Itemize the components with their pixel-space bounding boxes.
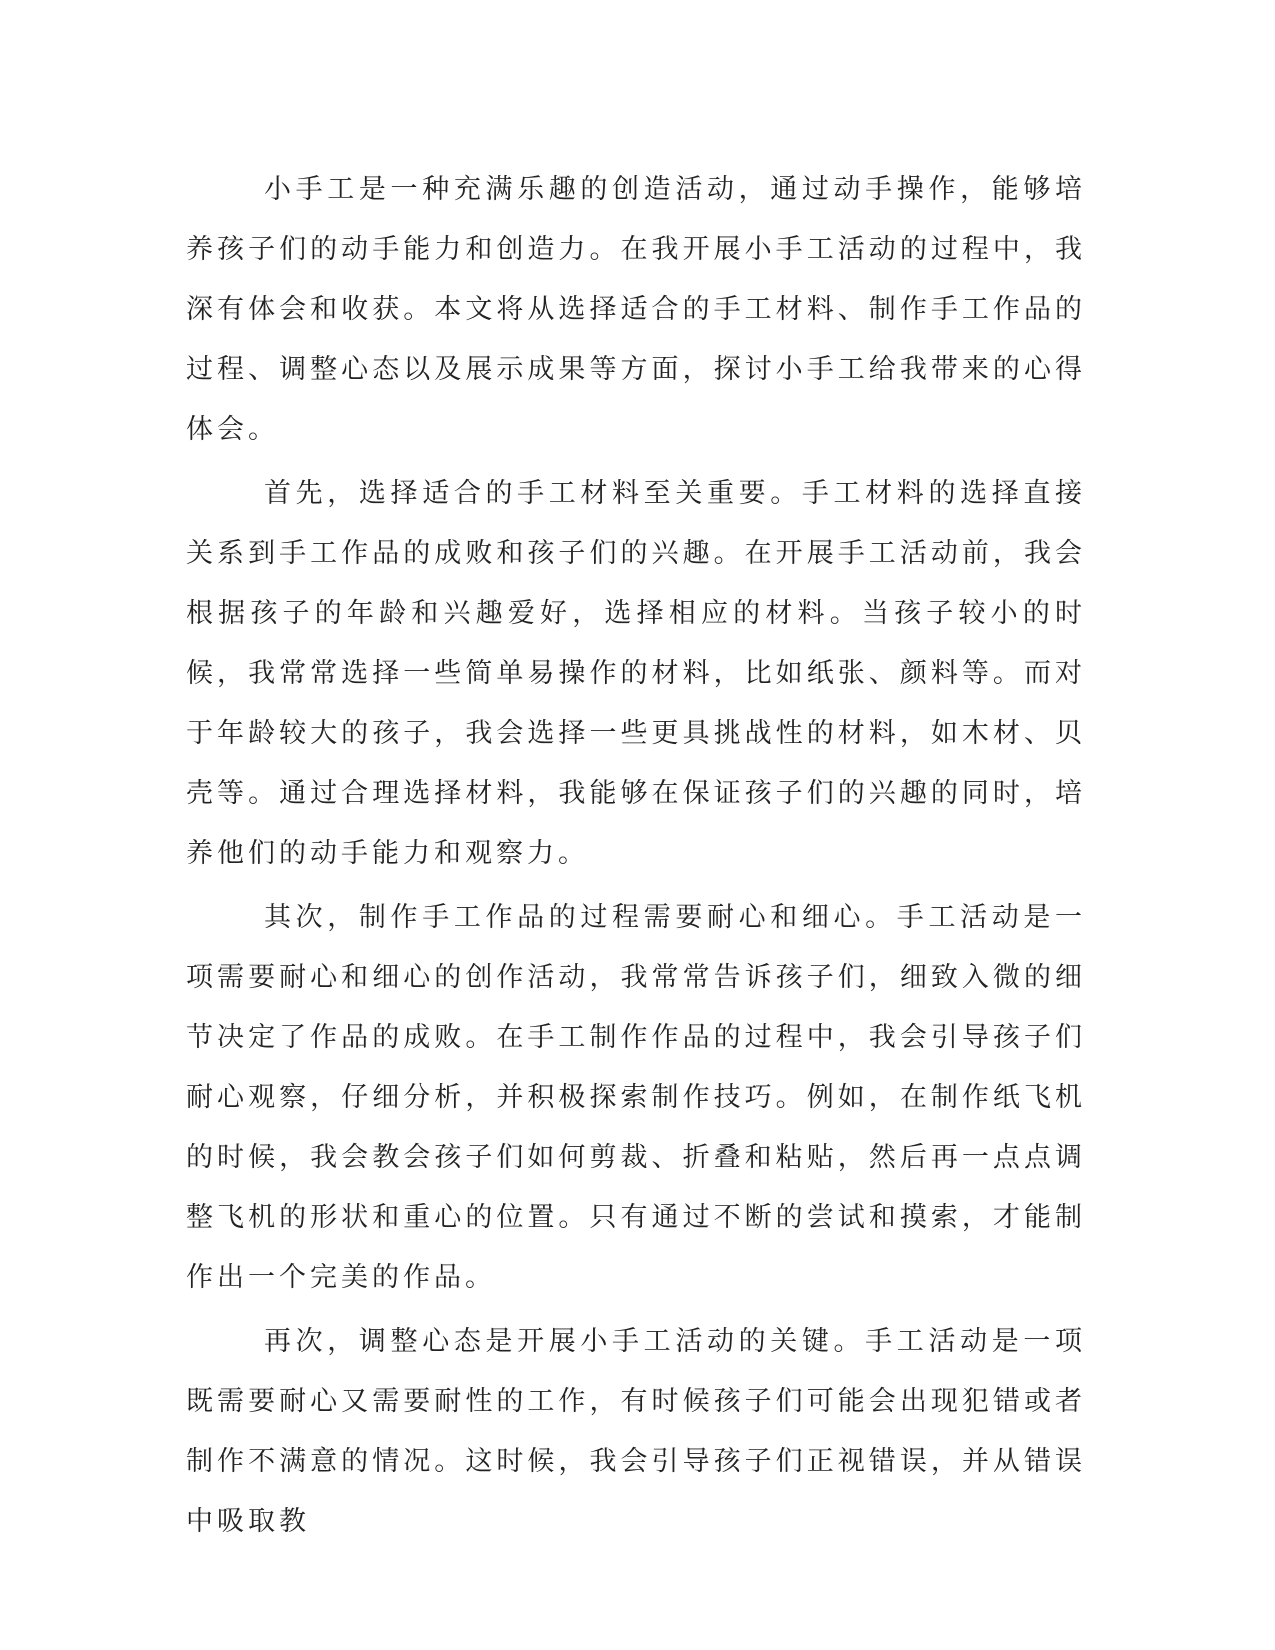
paragraph-materials: 首先，选择适合的手工材料至关重要。手工材料的选择直接关系到手工作品的成败和孩子们的兴趣。在开展手工活动前，我会根据孩子的年龄和兴趣爱好，选择相应的材料。当孩子较小的时候，我常常选择一些简单易操作的材料，比如纸张、颜料等。而对于年龄较大的孩子，我会选择一些更具挑战性的材料，如木材、贝壳等。通过合理选择材料，我能够在保证孩子们的兴趣的同时，培养他们的动手能力和观察力。: [186, 478, 1086, 869]
paragraph-mindset: 再次，调整心态是开展小手工活动的关键。手工活动是一项既需要耐心又需要耐性的工作，有时候孩子们可能会出现犯错或者制作不满意的情况。这时候，我会引导孩子们正视错误，并从错误中吸取教: [186, 1326, 1086, 1537]
paragraph-intro: 小手工是一种充满乐趣的创造活动，通过动手操作，能够培养孩子们的动手能力和创造力。在我开展小手工活动的过程中，我深有体会和收获。本文将从选择适合的手工材料、制作手工作品的过程、调整心态以及展示成果等方面，探讨小手工给我带来的心得体会。: [186, 174, 1086, 445]
paragraph-process: 其次，制作手工作品的过程需要耐心和细心。手工活动是一项需要耐心和细心的创作活动，我常常告诉孩子们，细致入微的细节决定了作品的成败。在手工制作作品的过程中，我会引导孩子们耐心观察，仔细分析，并积极探索制作技巧。例如，在制作纸飞机的时候，我会教会孩子们如何剪裁、折叠和粘贴，然后再一点点调整飞机的形状和重心的位置。只有通过不断的尝试和摸索，才能制作出一个完美的作品。: [186, 902, 1086, 1293]
body-text: [186, 160, 1086, 1556]
